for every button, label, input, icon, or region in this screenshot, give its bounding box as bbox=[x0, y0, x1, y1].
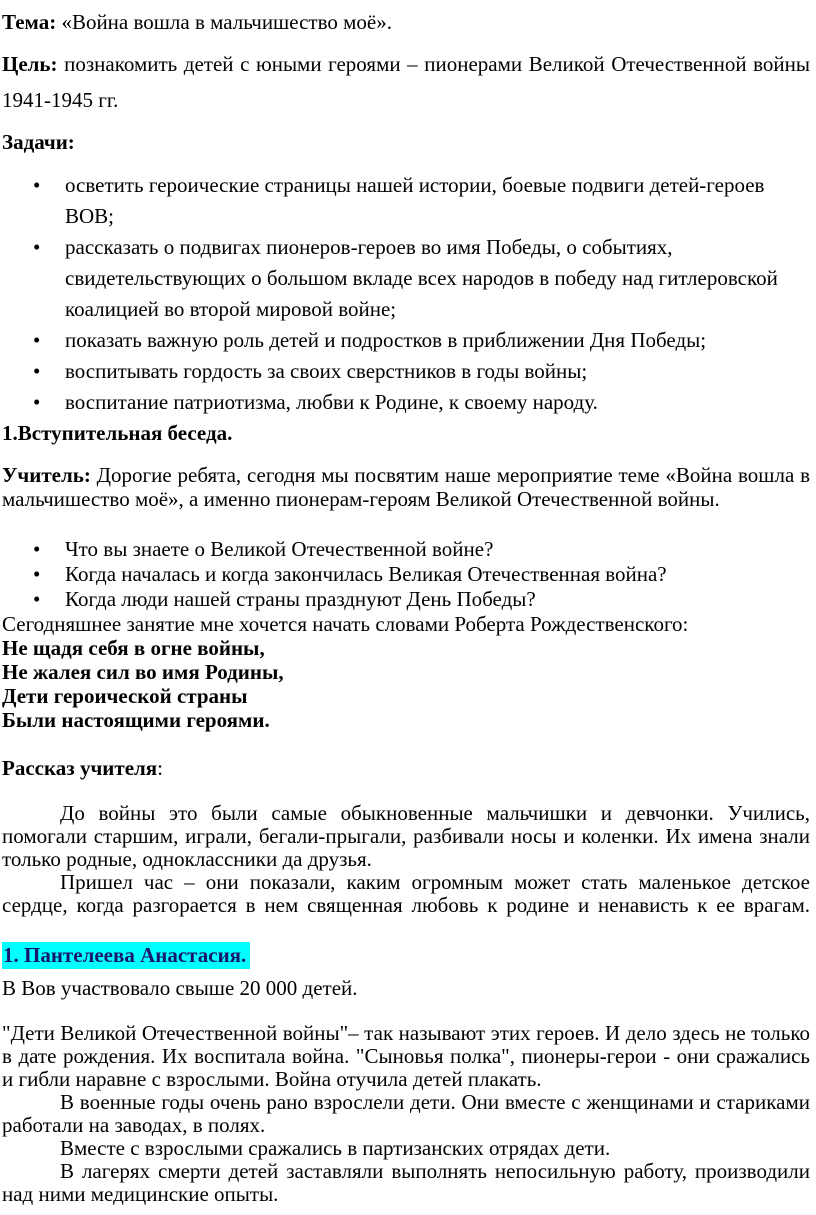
bullet-icon: • bbox=[33, 537, 41, 561]
poem-line: Дети героической страны bbox=[2, 684, 248, 708]
bullet-icon: • bbox=[33, 235, 41, 259]
poem-block bbox=[2, 636, 810, 732]
question-text: Когда люди нашей страны празднуют День Победы? bbox=[65, 587, 536, 611]
task-text: показать важную роль детей и подростков в приближении Дня Победы; bbox=[65, 328, 707, 352]
theme-text: «Война вошла в мальчишество моё». bbox=[56, 10, 392, 34]
goal-text: познакомить детей с юными героями – пионерами Великой Отечественной войны 1941-1945 гг. bbox=[2, 52, 810, 112]
section1-heading: 1.Вступительная беседа. bbox=[2, 421, 233, 445]
section2-heading-line bbox=[2, 941, 810, 969]
theme-line bbox=[2, 4, 810, 40]
question-text: Что вы знаете о Великой Отечественной войне? bbox=[65, 537, 494, 561]
list-item bbox=[2, 587, 810, 612]
questions-list bbox=[2, 537, 810, 612]
goal-label: Цель: bbox=[2, 52, 58, 76]
quote-intro: Сегодняшнее занятие мне хочется начать словами Роберта Рождественского: bbox=[2, 612, 689, 636]
poem-line: Не щадя себя в огне войны, bbox=[2, 636, 265, 660]
story-heading bbox=[2, 756, 810, 780]
list-item bbox=[2, 387, 810, 418]
tasks-heading bbox=[2, 124, 810, 160]
bullet-icon: • bbox=[33, 359, 41, 383]
participants-line: В Вов участвовало свыше 20 000 детей. bbox=[2, 976, 358, 1000]
section2-paragraph-1: "Дети Великой Отечественной войны"– так называют этих героев. И дело здесь не только в дате рождения. Их воспитала война. "Сыновья полка", пионеры-герои - они сражались и гибли наравне с взрослыми. Война отучила детей плакать. bbox=[2, 1021, 810, 1091]
task-text: рассказать о подвигах пионеров-героев во имя Победы, о событиях, свидетельствующих о большом вкладе всех народов в победу над гитлеровской коалицией во второй мировой войне; bbox=[65, 235, 778, 321]
teacher-text: Дорогие ребята, сегодня мы посвятим наше мероприятие теме «Война вошла в мальчишество моё», а именно пионерам-героям Великой Отечественной войны. bbox=[2, 463, 810, 511]
bullet-icon: • bbox=[33, 587, 41, 611]
bullet-icon: • bbox=[33, 390, 41, 414]
poem-line: Не жалея сил во имя Родины, bbox=[2, 660, 284, 684]
tasks-list bbox=[2, 170, 810, 418]
section2-paragraph-4: В лагерях смерти детей заставляли выполнять непосильную работу, производили над ними медицинские опыты. bbox=[2, 1159, 810, 1206]
theme-label: Тема: bbox=[2, 10, 57, 34]
list-item bbox=[2, 325, 810, 356]
task-text: осветить героические страницы нашей истории, боевые подвиги детей-героев ВОВ; bbox=[65, 173, 765, 228]
section2-paragraph-3: Вместе с взрослыми сражались в партизанских отрядах дети. bbox=[60, 1136, 611, 1160]
list-item bbox=[2, 232, 810, 325]
bullet-icon: • bbox=[33, 328, 41, 352]
tasks-label: Задачи: bbox=[2, 130, 75, 154]
list-item bbox=[2, 170, 810, 232]
bullet-icon: • bbox=[33, 562, 41, 586]
list-item bbox=[2, 356, 810, 387]
teacher-paragraph bbox=[2, 463, 810, 511]
question-text: Когда началась и когда закончилась Великая Отечественная война? bbox=[65, 562, 667, 586]
poem-line: Были настоящими героями. bbox=[2, 708, 270, 732]
goal-line bbox=[2, 46, 810, 118]
story-paragraph-1: До войны это были самые обыкновенные мальчишки и девчонки. Учились, помогали старшим, играли, бегали-прыгали, разбивали носы и коленки. Их имена знали только родные, одноклассники да друзья. bbox=[2, 801, 810, 871]
story-paragraph-2: Пришел час – они показали, каким огромным может стать маленькое детское сердце, когда разгорается в нем священная любовь к родине и ненависть к ее врагам. bbox=[2, 870, 810, 917]
story-colon: : bbox=[157, 756, 164, 780]
teacher-label: Учитель: bbox=[2, 463, 91, 487]
section2-paragraph-2: В военные годы очень рано взрослели дети. Они вместе с женщинами и стариками работали на заводах, в полях. bbox=[2, 1090, 810, 1137]
bullet-icon: • bbox=[33, 173, 41, 197]
task-text: воспитание патриотизма, любви к Родине, к своему народу. bbox=[65, 390, 598, 414]
highlighted-heading: 1. Пантелеева Анастасия. bbox=[2, 942, 250, 969]
list-item bbox=[2, 537, 810, 562]
task-text: воспитывать гордость за своих сверстников в годы войны; bbox=[65, 359, 588, 383]
list-item bbox=[2, 562, 810, 587]
story-label: Рассказ учителя bbox=[2, 756, 158, 780]
